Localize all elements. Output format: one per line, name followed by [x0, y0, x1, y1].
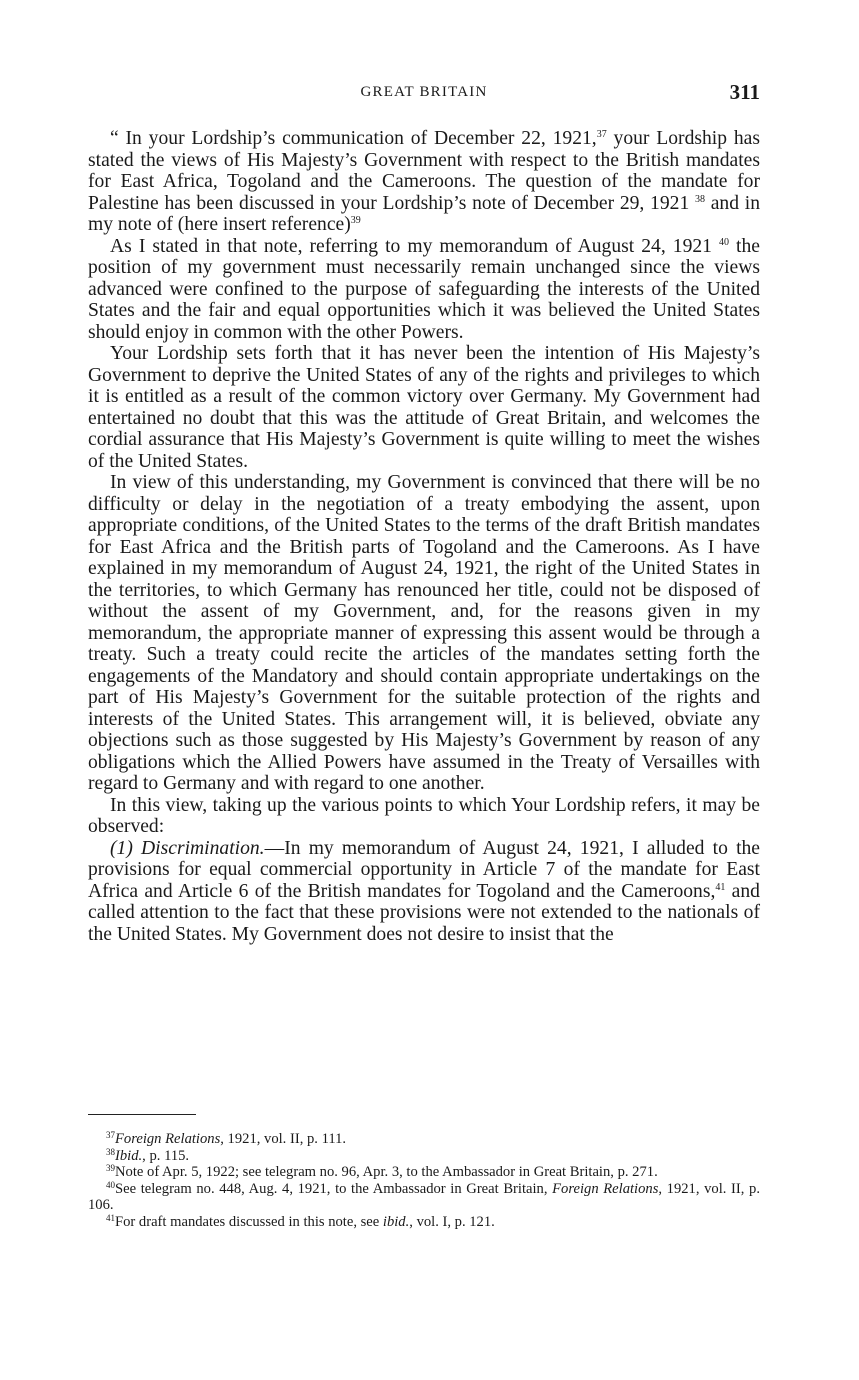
text-run: and in my note of (here insert reference) [88, 192, 760, 235]
footnote [88, 1214, 760, 1231]
text-run: In this view, taking up the various points to which Your Lordship refers, it may be observed: [88, 794, 760, 837]
text-run: Your Lordship sets forth that it has never been the intention of His Majesty’s Government to deprive the United States of any of the rights and privileges to which it is entitled as a result of the common victory over Germany. My Government had entertained no doubt that this was the attitude of Great Britain, and welcomes the cordial assurance that His Majesty’s Government is quite willing to meet the wishes of the United States. [88, 343, 760, 472]
italic-text: ibid. [382, 1213, 410, 1230]
text-run: For draft mandates discussed in this note, see [115, 1213, 383, 1230]
text-run: Note of Apr. 5, 1922; see telegram no. 96, Apr. 3, to the Ambassador in Great Britain, p. 271. [115, 1164, 658, 1181]
footnote-rule [88, 1114, 196, 1115]
text-run: In view of this understanding, my Government is convinced that there will be no difficulty or delay in the negotiation of a treaty embodying the assent, upon appropriate conditions, of the United States to the terms of the draft British mandates for East Africa and the British parts of Togoland and the Cameroons. As I have explained in my memorandum of August 24, 1921, the right of the United States in the territories, to which Germany has renounced her title, could not be disposed of without the assent of my Government, and, for the reasons given in my memorandum, the appropriate manner of expressing this assent would be through a treaty. Such a treaty could recite the articles of the mandates setting forth the engagements of the Mandatory and should contain appropriate undertakings on the part of His Majesty’s Government for the suitable protection of the rights and interests of the United States. This arrangement will, it is believed, obviate any objections such as those suggested by His Majesty’s Government by reason of any obligations which the Allied Powers have assumed in the Treaty of Versailles with regard to Germany and with regard to one another. [88, 472, 760, 794]
text-run: —In my memorandum of August 24, 1921, I alluded to the provisions for equal commercial opportunity in Article 7 of the mandate for East Africa and Article 6 of the British mandates for Togoland and the Cameroons, [88, 837, 761, 902]
footnote [88, 1131, 760, 1148]
footnote-ref: 38 [106, 1146, 115, 1157]
italic-text: (1) Discrimination. [110, 837, 265, 859]
text-run: “ In your Lordship’s communication of December 22, 1921, [110, 128, 597, 149]
running-head [88, 80, 760, 114]
footnote-ref: 38 [694, 193, 705, 205]
text-run: your Lordship has stated the views of His Majesty’s Government with respect to the British mandates for East Africa, Togoland and the Cameroons. The question of the mandate for Palestine has been discussed in your Lordship’s note of December 29, 1921 [88, 128, 760, 214]
italic-text: Ibid. [115, 1147, 143, 1164]
footnote-ref: 41 [106, 1212, 115, 1223]
text-run: , p. 115. [142, 1147, 190, 1164]
italic-text: Foreign Relations [115, 1131, 221, 1147]
paragraph [88, 236, 760, 344]
footnote-ref: 41 [715, 881, 726, 893]
page-number: 311 [729, 80, 760, 104]
text-run: , 1921, vol. II, p. 111. [220, 1131, 347, 1147]
footnote [88, 1181, 760, 1214]
body-text [88, 128, 760, 945]
footnote-ref: 39 [106, 1163, 115, 1174]
footnotes [88, 1131, 760, 1231]
paragraph [88, 838, 760, 946]
text-run: , vol. I, p. 121. [409, 1213, 495, 1230]
text-run: the position of my government must necessarily remain unchanged since the views advanced were confined to the purpose of safeguarding the interests of the United States and the fair and equal opportunities which it was believed the United States should enjoy in common with the other Powers. [88, 235, 760, 343]
footnote-ref: 40 [106, 1179, 115, 1190]
paragraph [88, 795, 760, 838]
footnote-ref: 37 [106, 1130, 115, 1140]
footnote [88, 1164, 760, 1181]
footnote-ref: 37 [596, 129, 607, 140]
text-run: , 1921, vol. II, p. 106. [88, 1180, 760, 1214]
footnote [88, 1148, 760, 1165]
running-title: GREAT BRITAIN [360, 84, 488, 100]
footnote-ref: 39 [350, 215, 361, 226]
text-run: See telegram no. 448, Aug. 4, 1921, to the Ambassador in Great Britain, [115, 1180, 553, 1197]
italic-text: Foreign Relations [552, 1180, 659, 1197]
paragraph [88, 472, 760, 795]
paragraph [88, 343, 760, 472]
footnote-ref: 40 [719, 236, 729, 248]
paragraph [88, 128, 760, 236]
text-run: and called attention to the fact that these provisions were not extended to the nationals of the United States. My Government does not desire to insist that the [88, 880, 760, 945]
text-run: As I stated in that note, referring to my memorandum of August 24, 1921 [110, 235, 719, 257]
